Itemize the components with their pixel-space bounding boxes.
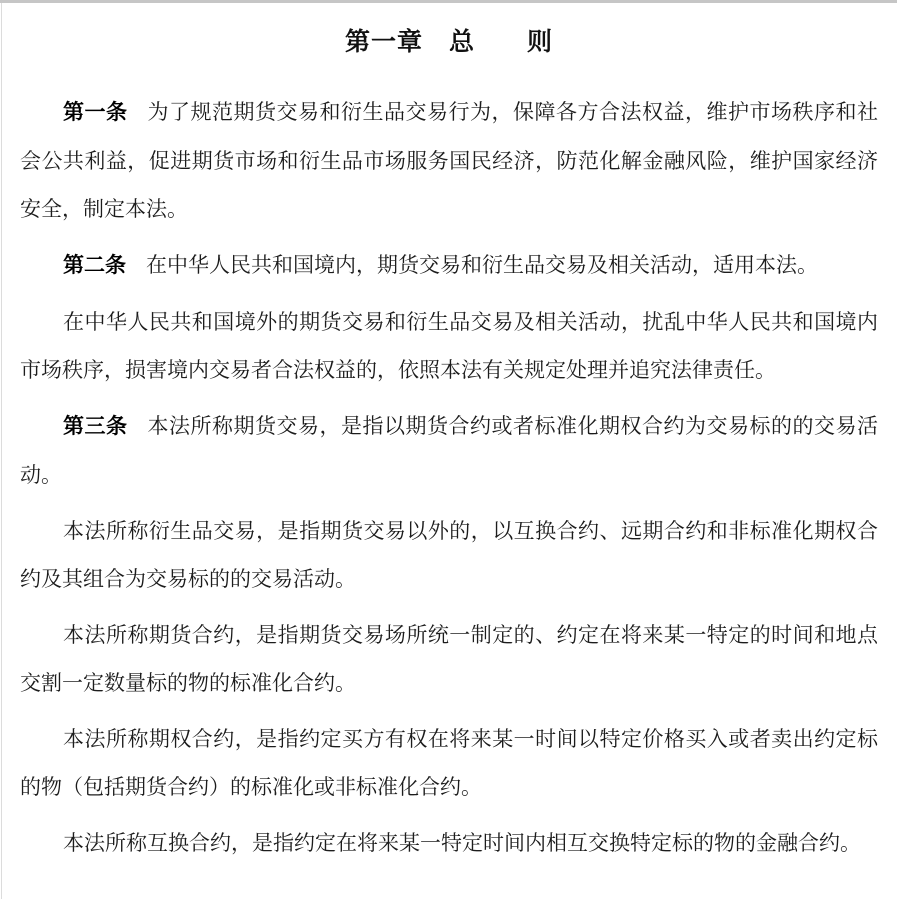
document-content xyxy=(20,24,878,875)
page-top-border xyxy=(0,0,897,3)
law-paragraph-article-1 xyxy=(20,88,878,233)
paragraph-text: 在中华人民共和国境内，期货交易和衍生品交易及相关活动，适用本法。 xyxy=(145,253,818,277)
paragraph-text: 本法所称期货交易，是指以期货合约或者标准化期权合约为交易标的的交易活动。 xyxy=(20,414,879,487)
paragraph-text: 在中华人民共和国境外的期货交易和衍生品交易及相关活动，扰乱中华人民共和国境内市场秩序，损害境内交易者合法权益的，依照本法有关规定处理并追究法律责任。 xyxy=(20,310,878,382)
paragraph-text: 本法所称衍生品交易，是指期货交易以外的，以互换合约、远期合约和非标准化期权合约及其组合为交易标的的交易活动。 xyxy=(20,519,878,591)
law-paragraph xyxy=(20,819,878,867)
article-number-label: 第二条 xyxy=(63,254,127,277)
law-paragraph xyxy=(20,507,878,603)
law-paragraph xyxy=(20,611,878,707)
law-paragraph xyxy=(20,298,878,394)
law-paragraph-article-2 xyxy=(20,241,878,290)
law-paragraph-article-3 xyxy=(20,402,878,499)
law-paragraph xyxy=(20,715,878,811)
article-number-label: 第三条 xyxy=(63,415,128,438)
paragraph-text: 本法所称期权合约，是指约定买方有权在将来某一时间以特定价格买入或者卖出约定标的物（包括期货合约）的标准化或非标准化合约。 xyxy=(20,727,878,799)
page-left-border xyxy=(1,3,2,899)
paragraph-text: 本法所称互换合约，是指约定在将来某一特定时间内相互交换特定标的物的金融合约。 xyxy=(63,831,862,855)
paragraph-text: 本法所称期货合约，是指期货交易场所统一制定的、约定在将来某一特定的时间和地点交割一定数量标的物的标准化合约。 xyxy=(20,623,878,695)
paragraph-text: 为了规范期货交易和衍生品交易行为，保障各方合法权益，维护市场秩序和社会公共利益，促进期货市场和衍生品市场服务国民经济，防范化解金融风险，维护国家经济安全，制定本法。 xyxy=(20,100,879,221)
article-number-label: 第一条 xyxy=(63,101,128,124)
chapter-title: 第一章 总 则 xyxy=(344,28,553,56)
